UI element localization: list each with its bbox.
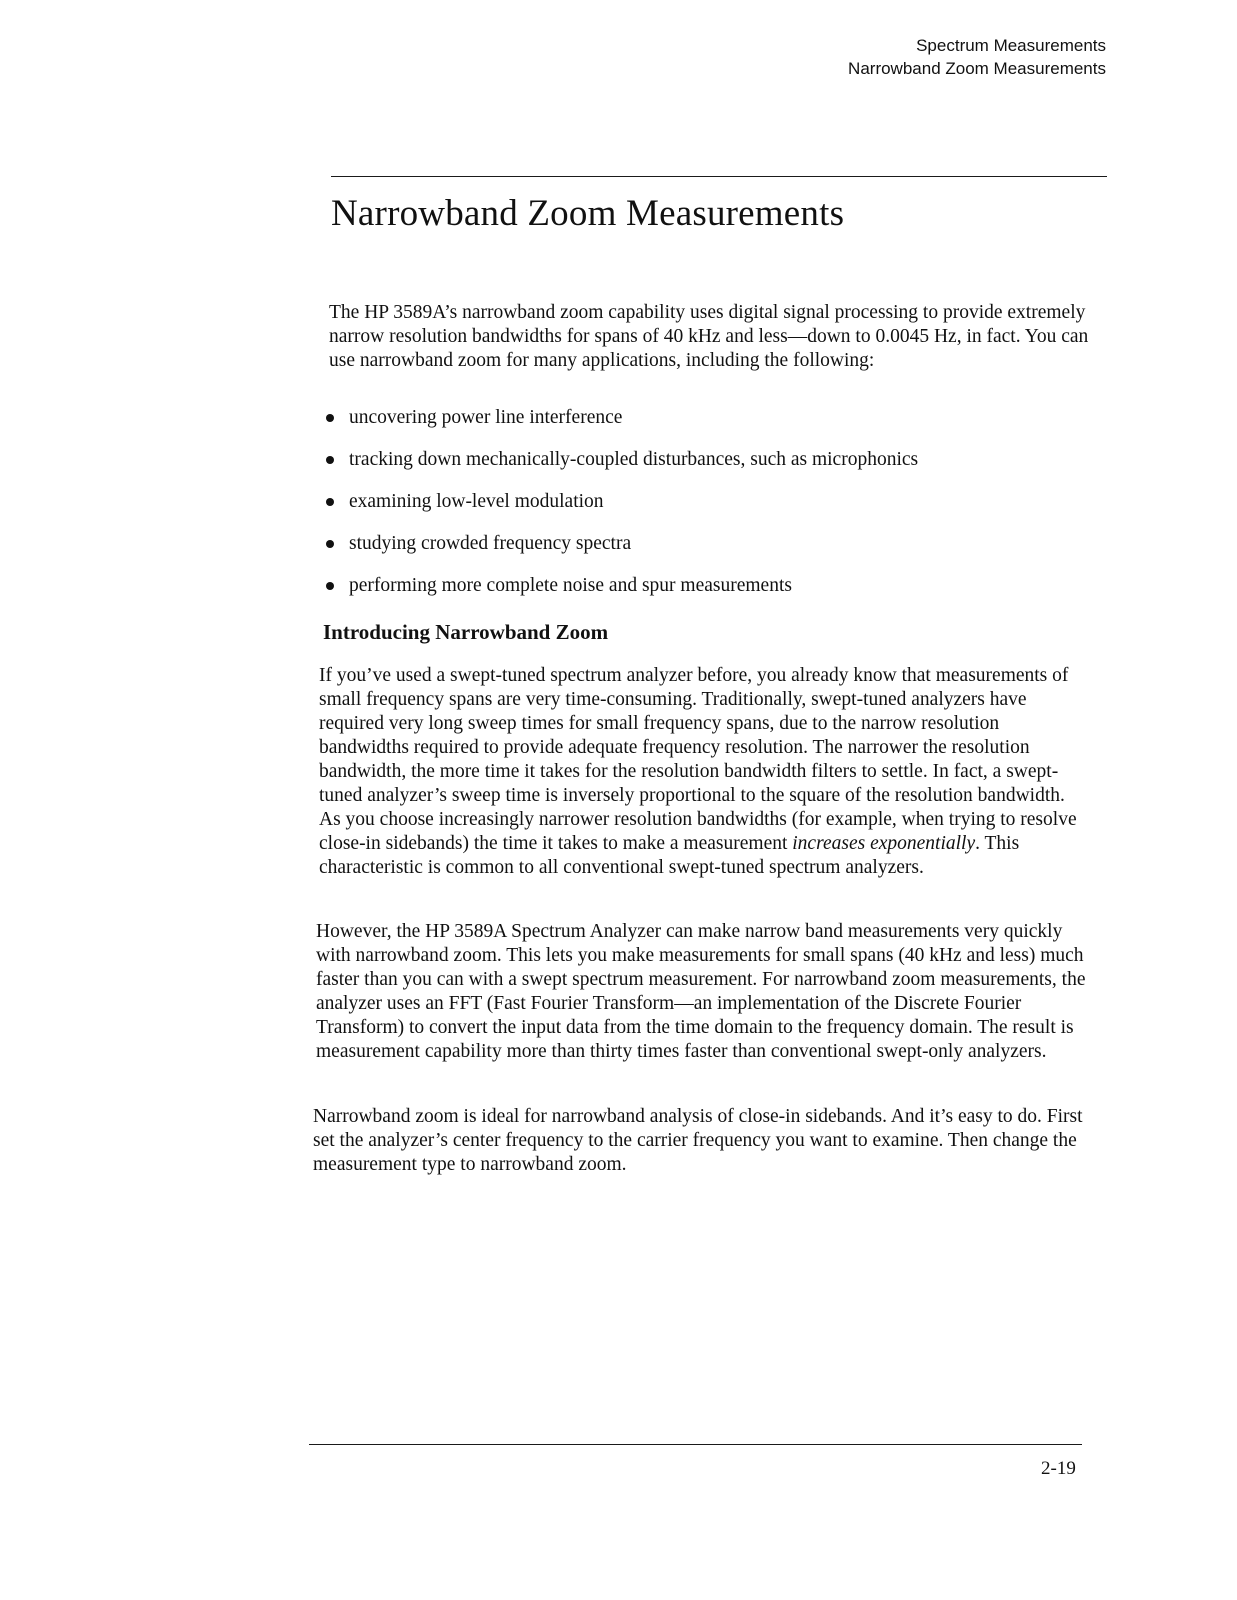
list-item-text: uncovering power line interference <box>349 407 623 428</box>
emphasis-text: increases exponentially <box>792 833 976 854</box>
list-item <box>326 490 918 532</box>
list-item <box>326 532 918 574</box>
bullet-icon <box>326 498 334 506</box>
footer-rule <box>309 1444 1082 1445</box>
list-item <box>326 406 918 448</box>
header-section: Narrowband Zoom Measurements <box>848 59 1106 78</box>
bullet-icon <box>326 540 334 548</box>
title-rule <box>331 176 1107 177</box>
application-list <box>326 406 918 616</box>
bullet-icon <box>326 582 334 590</box>
paragraph-text-tail: . This characteristic is common to all conventional swept-tuned spectrum analyzers. <box>319 833 1020 878</box>
running-header <box>848 34 1106 80</box>
paragraph-text: If you’ve used a swept-tuned spectrum analyzer before, you already know that measurements of small frequency spans are very time-consuming. Traditionally, swept-tuned analyzers have required very long sweep times for small frequency spans, due to the narrow resolution bandwidths required to provide adequate frequency resolution. The narrower the resolution bandwidth, the more time it takes for the resolution bandwidth filters to settle. In fact, a swept-tuned analyzer’s sweep time is inversely proportional to the square of the resolution bandwidth. As you choose increasingly narrower resolution bandwidths (for example, when trying to resolve close-in sidebands) the time it takes to make a measurement <box>319 665 1077 854</box>
list-item-text: tracking down mechanically-coupled disturbances, such as microphonics <box>349 449 919 470</box>
bullet-icon <box>326 456 334 464</box>
list-item <box>326 574 918 616</box>
list-item <box>326 448 918 490</box>
paragraph-sweep-time <box>319 664 1089 880</box>
page-title: Narrowband Zoom Measurements <box>331 193 845 234</box>
page-number: 2-19 <box>1041 1458 1076 1479</box>
paragraph-fft: However, the HP 3589A Spectrum Analyzer can make narrow band measurements very quickly with narrowband zoom. This lets you make measurements for small spans (40 kHz and less) much faster than you can with a swept spectrum measurement. For narrowband zoom measurements, the analyzer uses an FFT (Fast Fourier Transform—an implementation of the Discrete Fourier Transform) to convert the input data from the time domain to the frequency domain. The result is measurement capability more than thirty times faster than conventional swept-only analyzers. <box>316 921 1086 1062</box>
paragraph-usage: Narrowband zoom is ideal for narrowband analysis of close-in sidebands. And it’s easy to do. First set the analyzer’s center frequency to the carrier frequency you want to examine. Then change the measurement type to narrowband zoom. <box>313 1106 1083 1175</box>
list-item-text: performing more complete noise and spur measurements <box>349 575 792 596</box>
header-chapter: Spectrum Measurements <box>916 36 1106 55</box>
section-heading: Introducing Narrowband Zoom <box>323 620 609 644</box>
list-item-text: studying crowded frequency spectra <box>349 533 632 554</box>
bullet-icon <box>326 414 334 422</box>
list-item-text: examining low-level modulation <box>349 491 604 512</box>
intro-paragraph: The HP 3589A’s narrowband zoom capability uses digital signal processing to provide extremely narrow resolution bandwidths for spans of 40 kHz and less—down to 0.0045 Hz, in fact. You can use narrowband zoom for many applications, including the following: <box>329 302 1089 371</box>
